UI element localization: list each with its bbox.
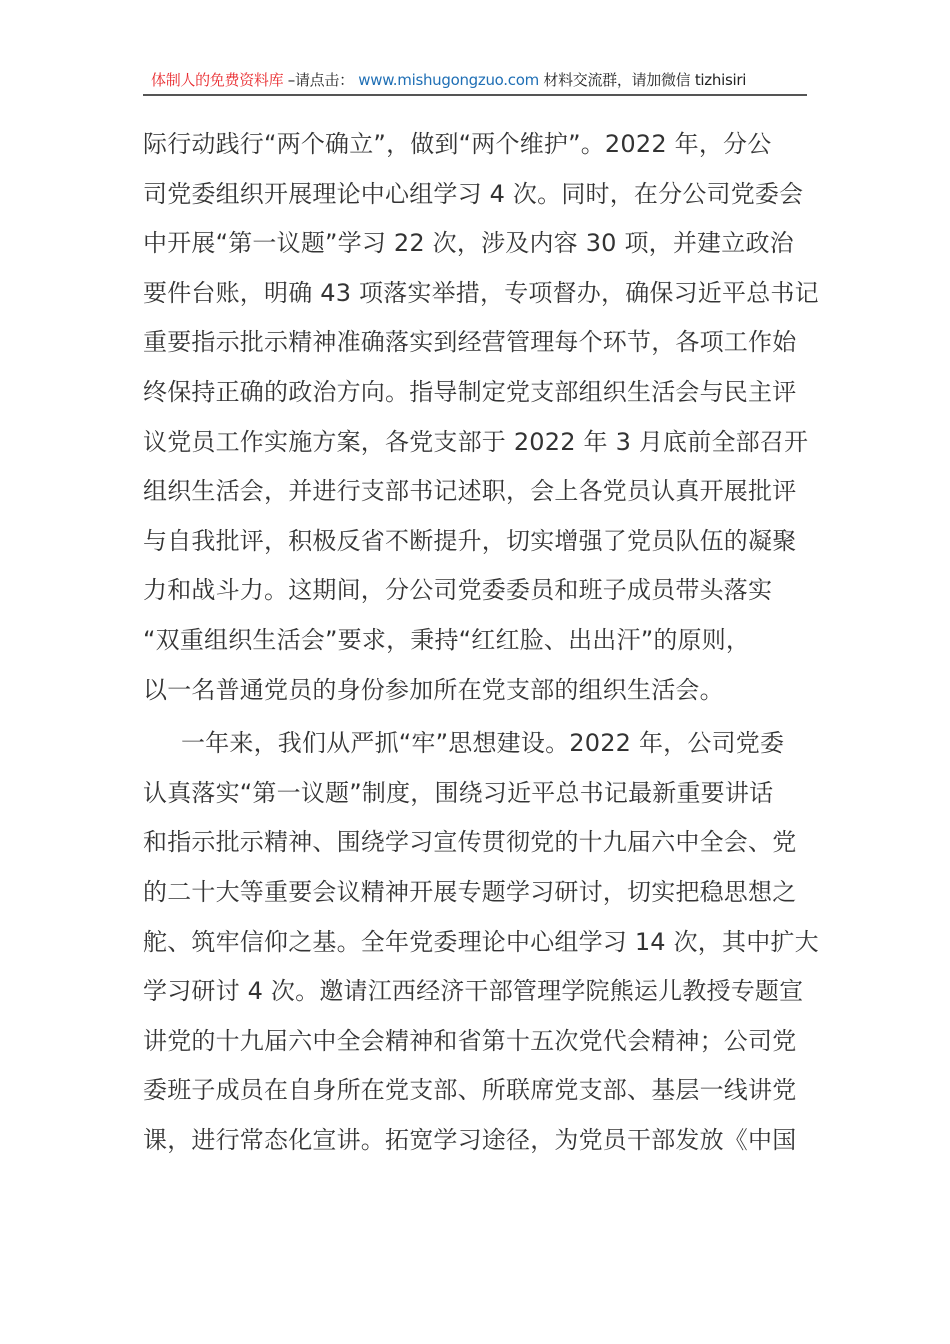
text-line: 一年来，我们从严抓“牢”思想建设。2022 年，公司党委 bbox=[181, 729, 785, 758]
website-link[interactable]: www.mishugongzuo.com bbox=[358, 71, 539, 89]
text-line: 与自我批评，积极反省不断提升，切实增强了党员队伍的凝聚 bbox=[143, 526, 797, 555]
text-line: 组织生活会，并进行支部书记述职，会上各党员认真开展批评 bbox=[143, 477, 797, 506]
brand-text: 体制人的免费资料库 bbox=[151, 71, 284, 89]
paragraph-2 bbox=[143, 719, 819, 1165]
text-line: 际行动践行“两个确立”，做到“两个维护”。2022 年，分公 bbox=[143, 130, 772, 158]
text-line: 司党委组织开展理论中心组学习 4 次。同时，在分公司党委会 bbox=[143, 179, 804, 208]
prompt-text: –请点击： bbox=[287, 71, 354, 89]
text-line: 课，进行常态化宣讲。拓宽学习途径，为党员干部发放《中国 bbox=[143, 1125, 797, 1154]
text-line: 的二十大等重要会议精神开展专题学习研讨，切实把稳思想之 bbox=[143, 877, 797, 906]
text-line: “双重组织生活会”要求，秉持“红红脸、出出汗”的原则， bbox=[143, 625, 751, 654]
text-line: 讲党的十九届六中全会精神和省第十五次党代会精神；公司党 bbox=[143, 1026, 797, 1055]
text-line: 要件台账，明确 43 项落实举措，专项督办，确保习近平总书记 bbox=[143, 278, 819, 307]
text-line: 中开展“第一议题”学习 22 次，涉及内容 30 项，并建立政治 bbox=[143, 229, 794, 258]
document-body bbox=[143, 120, 819, 1165]
text-line: 终保持正确的政治方向。指导制定党支部组织生活会与民主评 bbox=[143, 377, 797, 406]
text-line: 学习研讨 4 次。邀请江西经济干部管理学院熊运儿教授专题宣 bbox=[143, 977, 804, 1006]
paragraph-1 bbox=[143, 120, 819, 715]
text-line: 议党员工作实施方案，各党支部于 2022 年 3 月底前全部召开 bbox=[143, 427, 809, 456]
text-line: 委班子成员在自身所在党支部、所联席党支部、基层一线讲党 bbox=[143, 1076, 797, 1105]
text-line: 舵、筑牢信仰之基。全年党委理论中心组学习 14 次，其中扩大 bbox=[143, 927, 819, 956]
contact-text: 材料交流群，请加微信 tizhisiri bbox=[543, 71, 747, 89]
text-line: 认真落实“第一议题”制度，围绕习近平总书记最新重要讲话 bbox=[143, 778, 774, 807]
text-line: 重要指示批示精神准确落实到经营管理每个环节，各项工作始 bbox=[143, 328, 797, 357]
text-line: 和指示批示精神、围绕学习宣传贯彻党的十九届六中全会、党 bbox=[143, 828, 797, 857]
text-line: 以一名普通党员的身份参加所在党支部的组织生活会。 bbox=[143, 675, 724, 704]
page-header bbox=[143, 68, 807, 96]
text-line: 力和战斗力。这期间，分公司党委委员和班子成员带头落实 bbox=[143, 576, 773, 605]
